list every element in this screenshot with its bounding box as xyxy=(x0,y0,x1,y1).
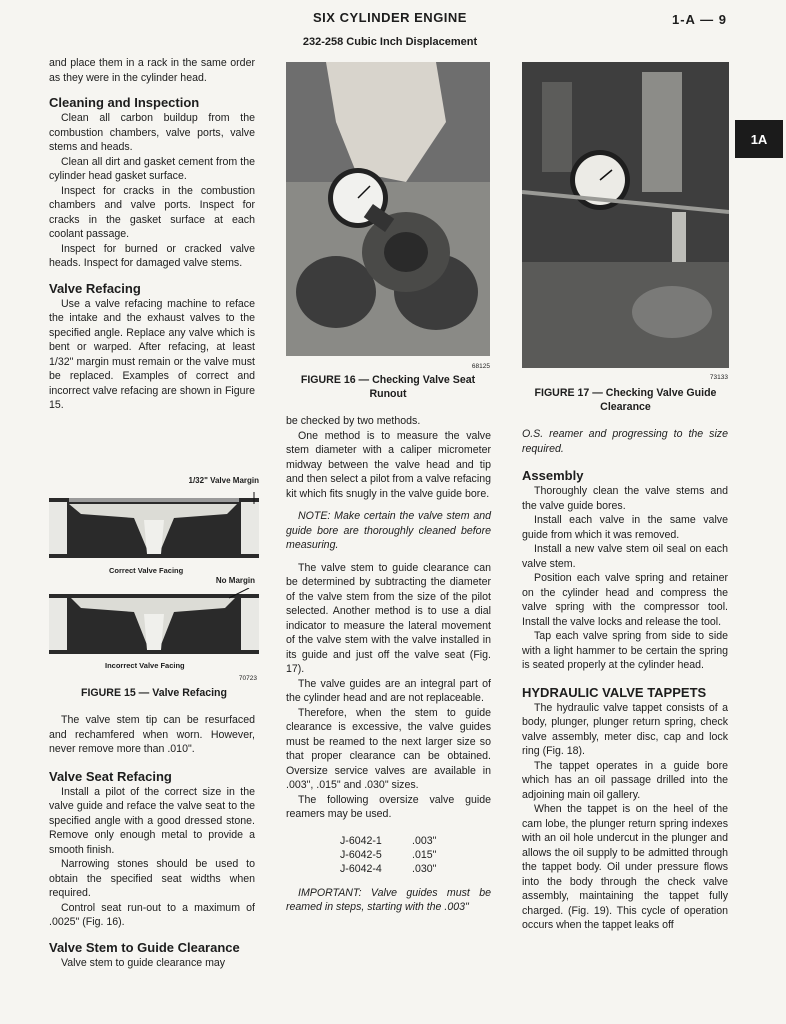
cleaning-heading: Cleaning and Inspection xyxy=(49,95,200,110)
paragraph: Control seat run-out to a maximum of .0025" (Fig. 16). xyxy=(49,901,255,928)
paragraph: The valve stem to guide clearance can be determined by subtracting the diameter of the valve stem from the size of the pilot selected. Another method is to use a dial indicator to measure the lateral movement of the valve stem with the valve installed in its guide and just off the valve seat (Fig. 17). xyxy=(286,561,491,675)
paragraph: The hydraulic valve tappet consists of a body, plunger, plunger return spring, check valve assembly, meter disc, cap and lock ring (Fig. 18). xyxy=(522,701,728,757)
paragraph: Use a valve refacing machine to reface the intake and the exhaust valves to the specified angle. Replace any valve which is bent or warped. After refacing, at least 1/32" margin must remain or the valve must be replaced. Examples of correct and incorrect valve refacing are shown in Figure 15. xyxy=(49,297,255,411)
paragraph: When the tappet is on the heel of the cam lobe, the plunger return spring indexes with an oil hole undercut in the plunger and allows the oil supply to be admitted through the tappet body. Oil under pressure flows into the body through the check valve assembly, maintaining the tappet fully charged. (Fig. 19). This cycle of operation occurs when the tappet leaks off xyxy=(522,803,728,931)
paragraph: O.S. reamer and progressing to the size required. xyxy=(522,428,728,455)
section-tab: 1A xyxy=(735,120,783,158)
paragraph: The valve stem tip can be resurfaced and rechamfered when worn. However, never remove more than .010". xyxy=(49,714,255,755)
guide-clearance-heading: Valve Stem to Guide Clearance xyxy=(49,939,240,955)
hydraulic-tappets-heading: HYDRAULIC VALVE TAPPETS xyxy=(522,684,707,700)
paragraph: Inspect for cracks in the combustion chambers and valve ports. Inspect for cracks in the gasket surface at each coolant passage. xyxy=(49,184,255,240)
figure-16-caption: FIGURE 16 — Checking Valve Seat Runout xyxy=(300,374,476,400)
no-margin-label: No Margin xyxy=(215,576,255,585)
paragraph: Inspect for burned or cracked valve heads. Inspect for damaged valve stems. xyxy=(49,242,255,269)
paragraph: The following oversize valve guide reamers may be used. xyxy=(286,793,491,820)
figure-16-photo xyxy=(286,62,490,356)
note-paragraph: NOTE: Make certain the valve stem and guide bore are thoroughly cleaned before measuring. xyxy=(286,510,491,551)
paragraph: Install a new valve stem oil seal on each valve stem. xyxy=(522,543,728,570)
column-3 xyxy=(522,427,728,933)
reamer-row: J-6042-5 .015" xyxy=(340,848,437,861)
refacing-heading: Valve Refacing xyxy=(49,280,141,296)
paragraph: be checked by two methods. xyxy=(286,415,421,427)
paragraph: Clean all dirt and gasket cement from the cylinder head gasket surface. xyxy=(49,155,255,182)
seat-refacing-heading: Valve Seat Refacing xyxy=(49,768,172,784)
figure-15 xyxy=(49,474,259,704)
page-number: 1-A — 9 xyxy=(672,12,727,27)
valve-guide-clearance-image xyxy=(522,62,729,368)
figure-16-number: 68125 xyxy=(471,363,490,370)
important-paragraph: IMPORTANT: Valve guides must be reamed in steps, starting with the .003" xyxy=(286,886,491,913)
paragraph: The valve guides are an integral part of the cylinder head and are not replaceable. xyxy=(286,677,491,704)
correct-facing-label: Correct Valve Facing xyxy=(109,566,184,575)
reamer-row: J-6042-1 .003" xyxy=(340,834,437,847)
chapter-subtitle: 232-258 Cubic Inch Displacement xyxy=(302,36,478,48)
incorrect-facing-label: Incorrect Valve Facing xyxy=(105,661,185,670)
paragraph: Position each valve spring and retainer on the cylinder head and compress the valve spring with the compressor tool. Install the valve locks and release the tool. xyxy=(522,572,728,628)
column-2 xyxy=(286,414,491,915)
paragraph: The tappet operates in a guide bore which has an oil passage drilled into the adjoining main oil gallery. xyxy=(522,759,728,801)
paragraph: Thoroughly clean the valve stems and the valve guide bores. xyxy=(522,485,728,512)
figure-15-caption: FIGURE 15 — Valve Refacing xyxy=(80,687,227,699)
paragraph: One method is to measure the valve stem diameter with a caliper micrometer midway between the valve head and tip and then select a pilot from a valve refacing kit which fits snugly in the valve guide bore. xyxy=(286,429,491,500)
figure-17-caption: FIGURE 17 — Checking Valve Guide Clearance xyxy=(534,387,717,413)
incorrect-valve-diagram xyxy=(49,588,259,654)
assembly-heading: Assembly xyxy=(522,468,584,483)
reamer-list xyxy=(340,834,491,876)
paragraph: Valve stem to guide clearance may xyxy=(61,956,226,969)
figure-17-number: 73133 xyxy=(709,374,728,381)
reamer-row: J-6042-4 .030" xyxy=(340,862,437,875)
intro-paragraph: and place them in a rack in the same order as they were in the cylinder head. xyxy=(49,57,255,84)
paragraph: Therefore, when the stem to guide clearance is excessive, the valve guides must be reamed to the next larger size so that proper clearance can be obtained. Oversize service valves are available in .003", .015" and .030" sizes. xyxy=(286,706,491,791)
paragraph: Narrowing stones should be used to obtain the specified seat widths when required. xyxy=(49,858,255,899)
column-1-top xyxy=(49,56,255,413)
paragraph: Clean all carbon buildup from the combustion chambers, valve ports, valve stems and heads. xyxy=(49,112,255,153)
valve-seat-runout-image xyxy=(286,62,490,356)
chapter-title: SIX CYLINDER ENGINE xyxy=(313,10,467,25)
figure-17-photo xyxy=(522,62,729,368)
valve-margin-label: 1/32" Valve Margin xyxy=(188,476,259,485)
column-1-bottom xyxy=(49,713,255,970)
correct-valve-diagram xyxy=(49,490,259,558)
figure-15-number: 70723 xyxy=(238,675,257,682)
paragraph: Install each valve in the same valve guide from which it was removed. xyxy=(522,514,728,541)
paragraph: Tap each valve spring from side to side with a light hammer to be certain the spring is seated properly at the cylinder head. xyxy=(522,630,728,671)
paragraph: Install a pilot of the correct size in the valve guide and reface the valve seat to the specified angle with a good dressed stone. Remove only enough metal to provide a smooth finish. xyxy=(49,785,255,856)
